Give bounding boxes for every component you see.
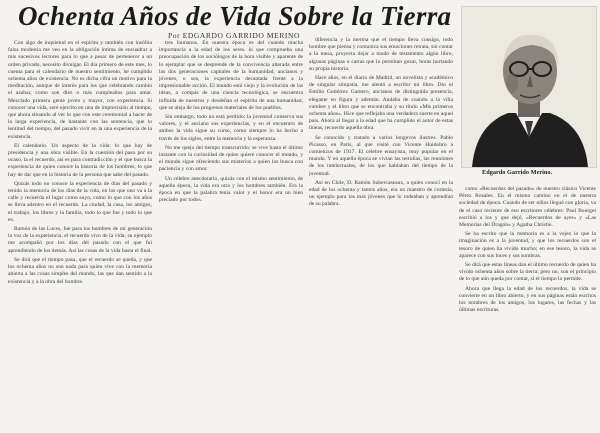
author-portrait xyxy=(461,6,597,168)
paragraph: Quizás todo no conoce la experiencia de días del pasado y tenido la memoria de los días de la vida, en los que uno va a la calle y recuerda el lugar como suyo, como lo que con los años se lleva adentro en el recuerdo. La ciudad, la casa, los amigos, el trabajo, los libros y la familia, todo lo que fue y todo lo que es. xyxy=(8,180,152,223)
paragraph: tres humanos. En nuestra época es del cuando mucha importancia a la edad de los seres. lo que comprueba una preocupación de los sociólogos de la hora visible y aparente de lo ejemplar que se desprende de la convivencia alterada entre las dos generaciones capitales de la humanidad, ancianos y jóvenes, o sea, la experiencia decantada frente a la impresionable acción. El mundo está viejo y la evolución de las ideas, a compás de una ciencia tecnológica, se encuentra influida de nuestros y desdeñan el espíritu de una humanidad, que se aleja de los progresos materiales de los pueblos. xyxy=(159,40,303,111)
article-byline: Por EDGARDO GARRIDO MERINO xyxy=(168,31,301,40)
paragraph: No me quejo del tiempo transcurrido; se vive hasta el último instante con la curiosidad de quien quiere conocer el mundo, y el mundo sigue ofreciendo sus misterios a quien los busca con paciencia y con amor. xyxy=(159,144,303,173)
paragraph: Así en Chile, D. Ramón Subercaseaux, a quien conocí en la edad de los ochenta y tantos años, era un maestro de cortesía, un ejemplo para los más jóvenes que lo rodeaban y aprendían de su palabra. xyxy=(309,179,453,208)
paragraph: Ahora que llega la edad de los recuerdos, la vida se convierte en un libro abierto, y en sus páginas están escritos los nombres de los amigos, los lugares, las fechas y las últimas escrituras. xyxy=(459,285,596,314)
paragraph: Hace años, en el diario de Madrid, un novelista y académico de singular simpatía, me alentó a escribir mi libro. Dio el Emilio Gutiérrez Gamero, ancianos de distinguida presencia, elegante en figura y ademán. Andaba de cuando a la villa cumbre y el libro que se encontraba y su título «Mis primeros ochenta años». Hice que reflejaba una verdadera suerte en aquel país. Ahora al llegar a la edad que ha cumplido el autor de estas líneas, recuerdo aquella obra. xyxy=(309,75,453,132)
paragraph: El calendario. Un aspecto de la vida: lo que hay de presidencia y una obra visible. En la cuestión del paso por su ocaso, la el recuerdo, así es para contradicción y el que busca la experiencia de quien conoce la historia de los hombres; lo que hay de dar que en la historia de la persona que sabe del pasado. xyxy=(8,142,152,178)
paragraph: Ramón de las Luces, fue para los hombres de mi generación la voz de la experiencia, el recuerdo vivo de la vida; su ejemplo me acompañó por los días del pasado con el que fui aprendiendo de los demás. Así las cosas de la vida hasta el final. xyxy=(8,226,152,254)
paragraph: Con algo de inquietud en el espíritu y también con insólita falsa modestia me veo en la obligación íntima de encuadrar a mis sucesivos lectores para lo que a pesar de pertenecer a un orden privado, necesito divulgar. El día primero de este mes, lo cuenta para el calendario de nuestro sentimiento, he cumplido ochenta años de existencia. No es dicha cifra un motivo para la meditación, aunque de interés para los que celebrando cambio el azahar, como son diez o más cumpleaños para amar. Mezclado primera gente joven y mayor, con experiencia. Si conocer una vida, seré ejercito en una de imprecisión al tiempo, que ahora situando al ver lo que con este ceremonial a hacer de la larga experiencia, de bastante con las sentencia, que lo lentitud del tiempo, del pasado vivir en la una experiencia de la existencia. xyxy=(8,40,152,140)
photo-caption: Edgardo Garrido Merino. xyxy=(482,169,553,176)
paragraph: como «Recuerdos del pasado» de nuestro clásico Vicente Pérez Rosales. En el mismo camino en el de nuestra sociedad de época. Cuando de ser niños llegué con gloria, va de el caso reciente de eso escritores célebres: Paul Bourget escribió a los y que dejó, «Recuerdos de ayer» y «Las Memorias del Dragón» y Agatha Christie. xyxy=(459,186,596,229)
paragraph: Sin embargo, todo no está perdido; la juventud conserva sus valores, y el anciano sus experiencias, y en el encuentro de ambos la vida sigue su curso, como siempre lo ha hecho a través de los siglos, entre la memoria y la esperanza. xyxy=(159,114,303,142)
paragraph: diferencia y la merma que el tiempo lleva consigo, todo hombre que piensa y comunica sus emociones retrata, sin contar a la mesa, proyecta dejar a modo de testamento algún libro, algunas páginas o cartas que lo permitan gozar, horas hurtando su propia historia. xyxy=(309,37,453,72)
paragraph: Se dirá que estas líneas dan el último recuerdo de quien ha vivido ochenta años sobre la tierra; pero no, son el principio de lo que aún queda por contar, si el tiempo lo permite. xyxy=(459,262,596,283)
paragraph: Se dirá que el tiempo pasa, que el recuerdo se queda, y que los ochenta años no son nada para quien vive con la memoria abierta a las cosas simples del mundo, las que dan sentido a la existencia y a la obra del hombre. xyxy=(8,256,152,285)
portrait-illustration xyxy=(462,7,596,167)
paragraph: Se conocido y tratado a varios longevos ilustres. Pablo Picasso, en París, al que visité con Vicente Huidobro a comienzos de 1917. El célebre ensayista, muy popular en el mundo. Y en aquella época se vivían las tertulias, las reuniones de los intelectuales, de los que hablaban del tiempo de la juventud. xyxy=(309,134,453,177)
text-column-1 xyxy=(8,40,152,430)
text-column-4 xyxy=(459,186,596,430)
article-title: Ochenta Años de Vida Sobre la Tierra xyxy=(18,1,452,31)
text-column-2 xyxy=(159,40,303,430)
text-column-3 xyxy=(309,37,453,430)
paragraph: Un célebre anecdotario, quizás con el mismo sentimiento, de aquella época, la vida era otra y los hombres también. Era la época en que la palabra tenía valor y el honor era un bien preciado por todos. xyxy=(159,175,303,204)
paragraph: Se ha escrito que la memoria es a la vejez lo que la imaginación es a la juventud, y que los recuerdos son el tesoro de quien ha vivido mucho; en ese tesoro, la vida se aparece con sus luces y sus sombras. xyxy=(459,231,596,259)
